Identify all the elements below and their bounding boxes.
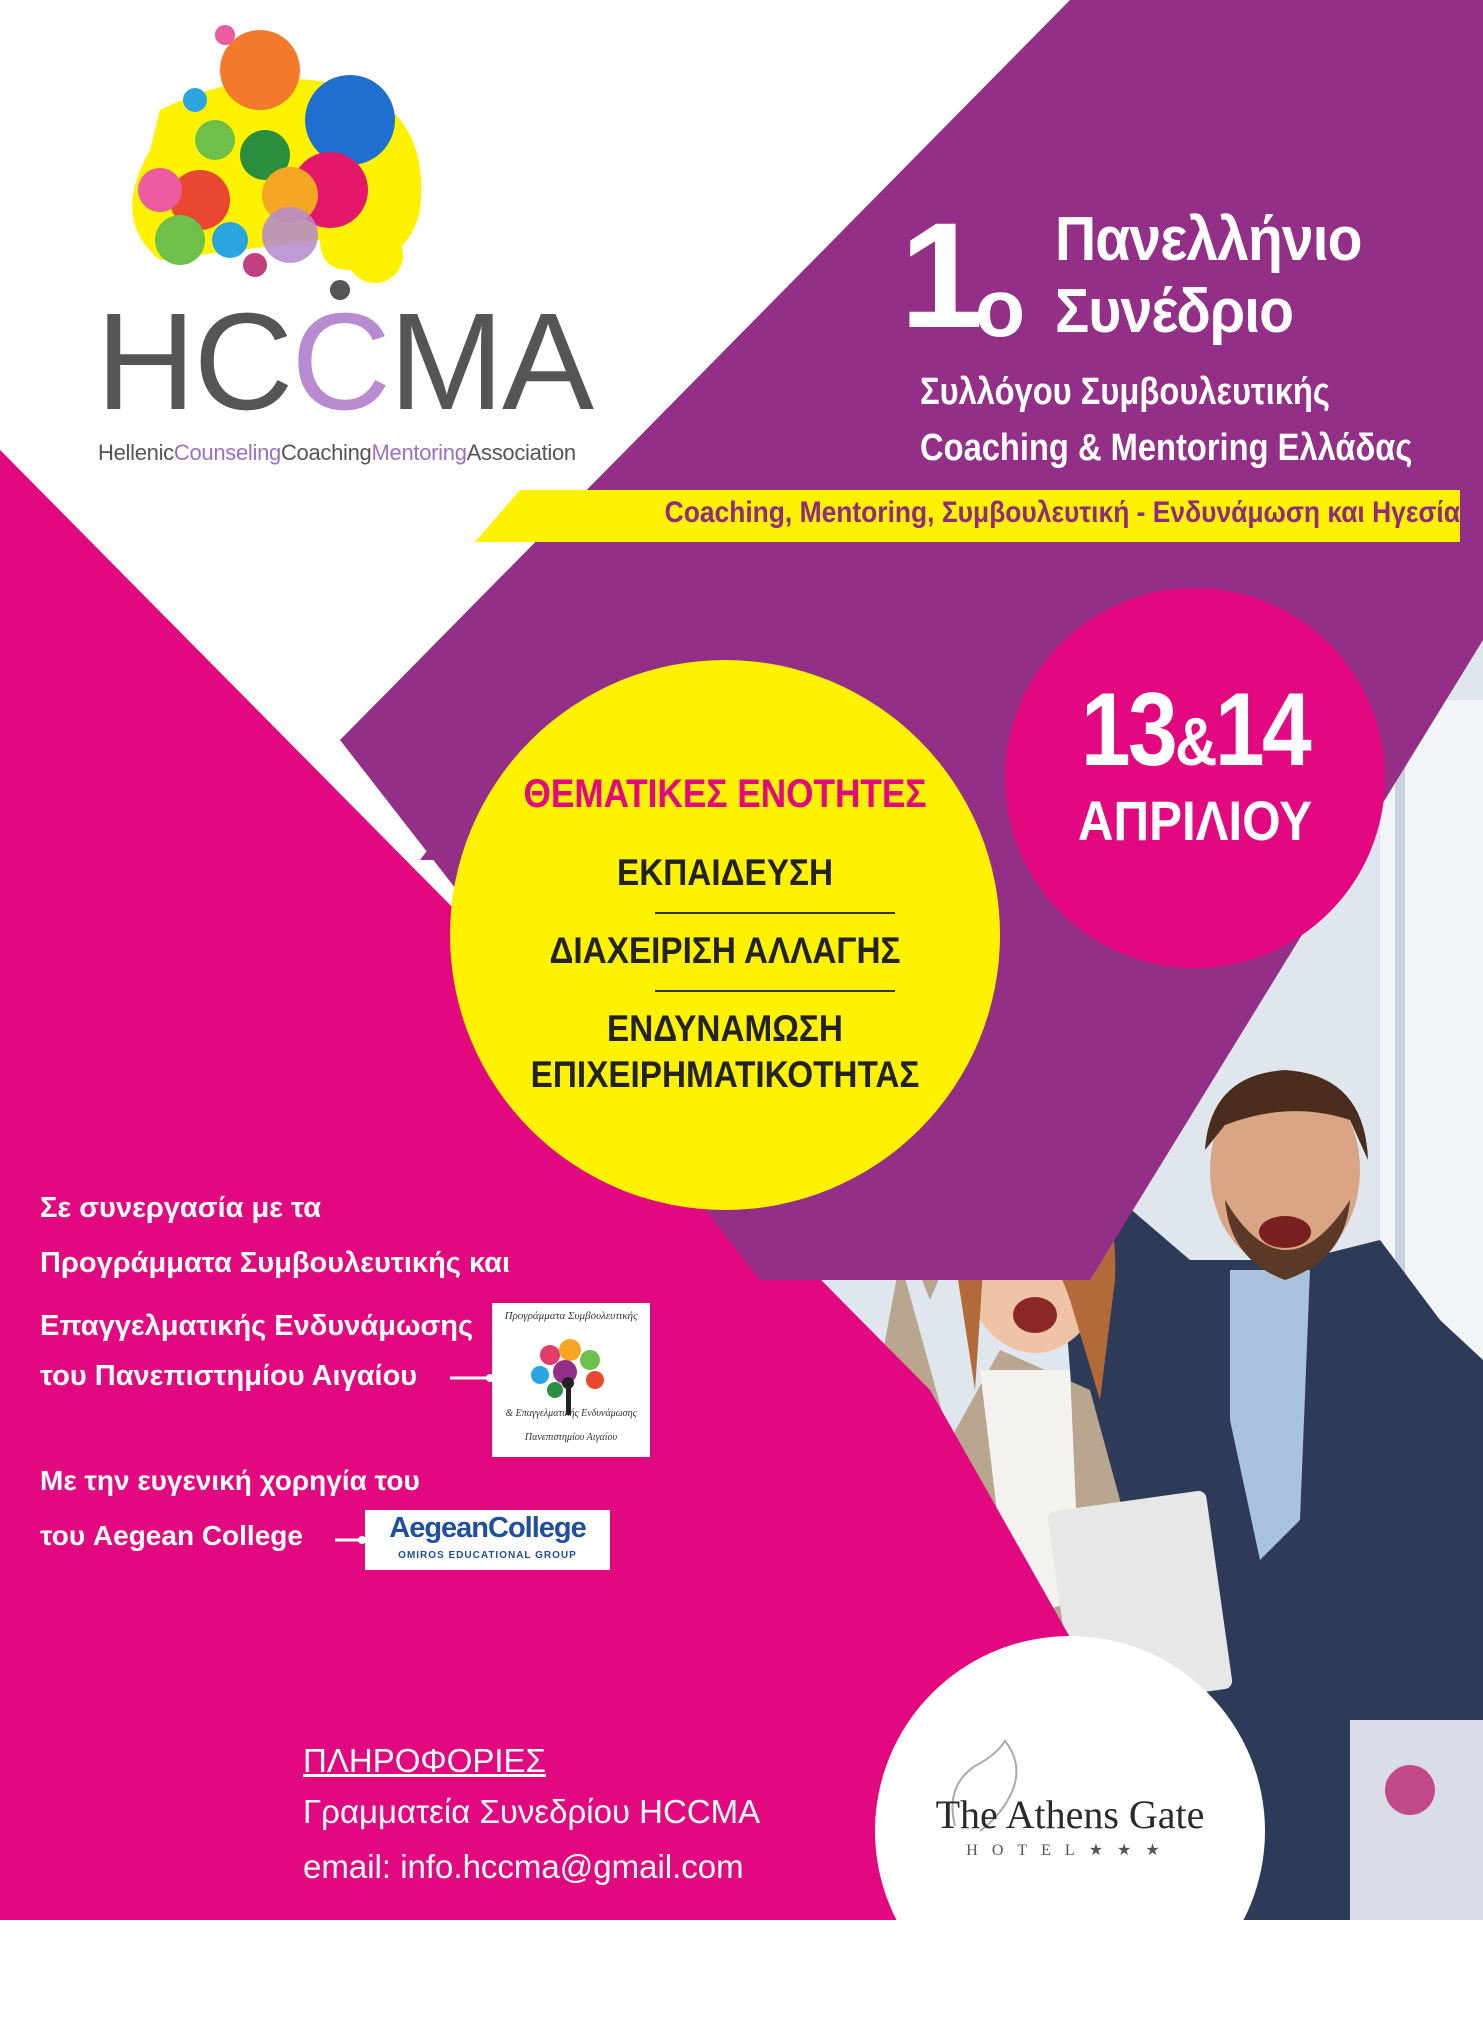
ordinal-number: 1 — [900, 191, 980, 359]
sponsor-line2: του Aegean College — [40, 1520, 303, 1551]
date-month: ΑΠΡΙΛΙΟΥ — [1077, 789, 1313, 852]
title-line2: Συνέδριο — [1055, 277, 1294, 346]
partner-line2: Προγράμματα Συμβουλευτικής και — [40, 1247, 511, 1279]
theme-item-change-management: ΔΙΑΧΕΙΡΙΣΗ ΑΛΛΑΓΗΣ — [549, 930, 901, 971]
partner-line4: του Πανεπιστημίου Αιγαίου — [40, 1360, 418, 1392]
info-heading: ΠΛΗΡΟΦΟΡΙΕΣ — [303, 1742, 546, 1779]
theme-item-entrepreneurship: ΕΠΙΧΕΙΡΗΜΑΤΙΚΟΤΗΤΑΣ — [530, 1054, 920, 1095]
themes-heading: ΘΕΜΑΤΙΚΕΣ ΕΝΟΤΗΤΕΣ — [523, 772, 927, 816]
title-line1: Πανελλήνιο — [1055, 205, 1362, 274]
theme-separator — [655, 912, 895, 914]
info-email[interactable]: email: info.hccma@gmail.com — [303, 1848, 744, 1885]
partner-line3: Επαγγελματικής Ενδυνάμωσης — [40, 1310, 474, 1342]
theme-item-empowerment: ΕΝΔΥΝΑΜΩΣΗ — [607, 1008, 843, 1049]
subtitle-line1: Συλλόγου Συμβουλευτικής — [920, 371, 1330, 413]
info-secretariat: Γραμματεία Συνεδρίου HCCMA — [303, 1793, 761, 1830]
partner-line1: Σε συνεργασία με τα — [40, 1192, 322, 1224]
conference-tagline: Coaching, Mentoring, Συμβουλευτική - Ενδυνάμωση και Ηγεσία — [664, 496, 1460, 529]
aegean-college-logo: AegeanCollege — [389, 1512, 586, 1544]
aegean-college-logo-sub: OMIROS EDUCATIONAL GROUP — [398, 1550, 577, 1561]
sponsor-line1: Με την ευγενική χορηγία του — [40, 1465, 420, 1496]
date-circle — [1005, 588, 1385, 968]
university-logo-name: Πανεπιστημίου Αιγαίου — [524, 1432, 618, 1443]
subtitle-line2: Coaching & Mentoring Ελλάδας — [920, 427, 1413, 469]
hccma-logo-tagline: HellenicCounselingCoachingMentoringAssociation — [98, 440, 576, 465]
university-logo-subtitle: & Επαγγελματικής Ενδυνάμωσης — [505, 1408, 637, 1419]
hotel-subtitle: HOTEL★★★ — [966, 1842, 1174, 1859]
hccma-logo: HCCMA — [96, 285, 592, 439]
hotel-circle — [875, 1636, 1265, 2026]
hotel-name: The Athens Gate — [935, 1792, 1205, 1837]
theme-separator — [655, 990, 895, 992]
themes-circle — [450, 660, 1000, 1210]
theme-item-education: ΕΚΠΑΙΔΕΥΣΗ — [617, 852, 833, 893]
ordinal-suffix: ο — [975, 263, 1026, 354]
university-logo-title: Προγράμματα Συμβουλευτικής — [504, 1310, 638, 1322]
date-days: 13&14 — [1080, 672, 1310, 788]
